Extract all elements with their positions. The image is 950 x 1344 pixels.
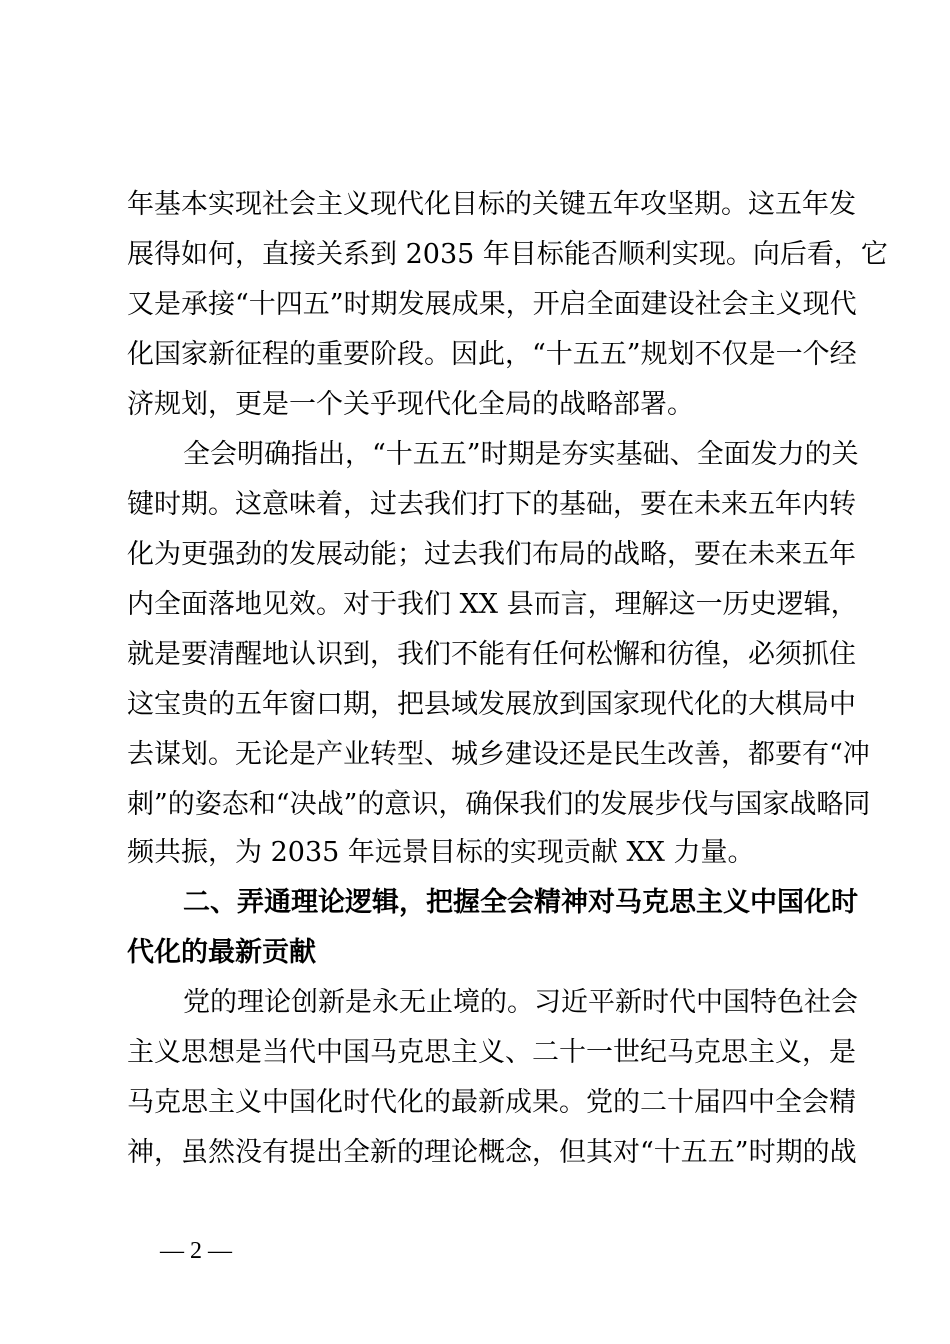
text-line: 展得如何，直接关系到 2035 年目标能否顺利实现。向后看，它: [127, 239, 888, 270]
text-line: 马克思主义中国化时代化的最新成果。党的二十届四中全会精: [127, 1087, 856, 1118]
text-line: 频共振，为 2035 年远景目标的实现贡献 XX 力量。: [127, 837, 755, 868]
text-line: 又是承接“十四五”时期发展成果，开启全面建设社会主义现代: [127, 289, 857, 320]
text-line: 化国家新征程的重要阶段。因此，“十五五”规划不仅是一个经: [127, 339, 857, 370]
text-line: 化为更强劲的发展动能；过去我们布局的战略，要在未来五年: [127, 539, 856, 570]
text-line: 这宝贵的五年窗口期，把县域发展放到国家现代化的大棋局中: [127, 689, 856, 720]
page-number: — 2 —: [160, 1238, 232, 1264]
text-line: 神，虽然没有提出全新的理论概念，但其对“十五五”时期的战: [127, 1137, 857, 1168]
text-line: 济规划，更是一个关乎现代化全局的战略部署。: [127, 389, 694, 420]
text-line: 年基本实现社会主义现代化目标的关键五年攻坚期。这五年发: [127, 189, 856, 220]
text-line: 刺”的姿态和“决战”的意识，确保我们的发展步伐与国家战略同: [127, 789, 871, 820]
text-line: 键时期。这意味着，过去我们打下的基础，要在未来五年内转: [127, 489, 856, 520]
text-line: 去谋划。无论是产业转型、城乡建设还是民生改善，都要有“冲: [127, 739, 870, 770]
text-line: 就是要清醒地认识到，我们不能有任何松懈和彷徨，必须抓住: [127, 639, 856, 670]
text-line: 全会明确指出，“十五五”时期是夯实基础、全面发力的关: [183, 439, 859, 470]
heading-line: 代化的最新贡献: [127, 937, 316, 968]
text-line: 内全面落地见效。对于我们 XX 县而言，理解这一历史逻辑，: [127, 589, 858, 620]
heading-line: 二、弄通理论逻辑，把握全会精神对马克思主义中国化时: [183, 887, 858, 918]
text-line: 党的理论创新是永无止境的。习近平新时代中国特色社会: [183, 987, 858, 1018]
text-line: 主义思想是当代中国马克思主义、二十一世纪马克思主义，是: [127, 1037, 856, 1068]
